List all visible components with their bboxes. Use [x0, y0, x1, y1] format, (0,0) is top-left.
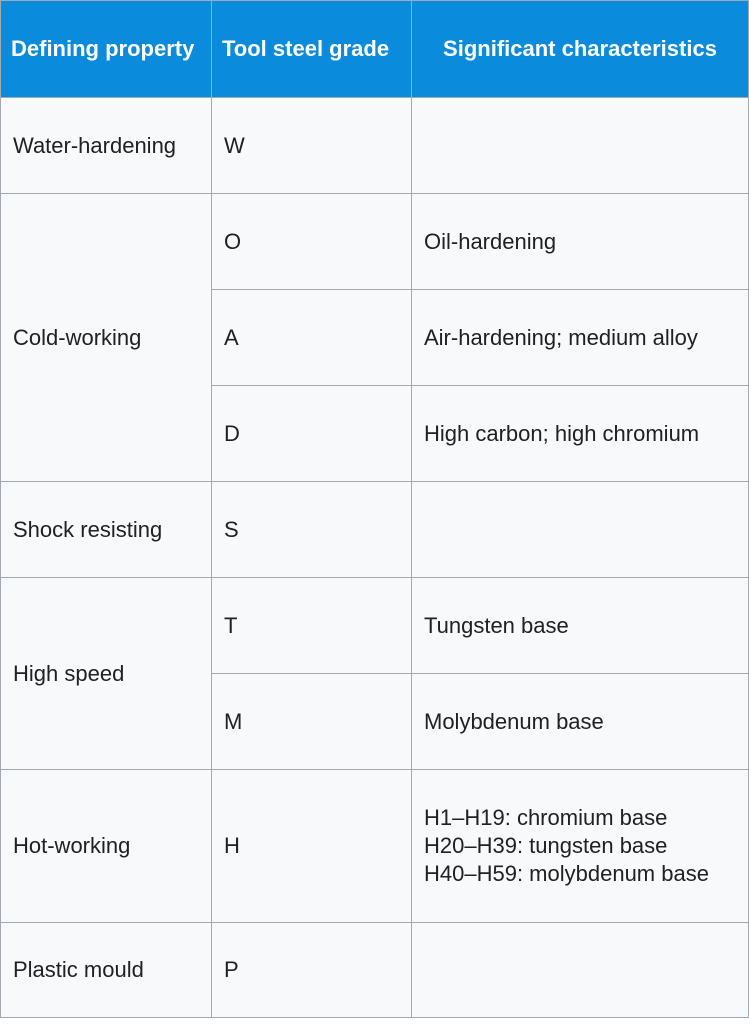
characteristics-line: H20–H39: tungsten base: [424, 833, 668, 858]
property-cell: Hot-working: [1, 770, 212, 923]
characteristics-cell: Oil-hardening: [412, 194, 749, 290]
grade-cell: H: [212, 770, 412, 923]
table-row: [1, 578, 749, 674]
characteristics-cell: Air-hardening; medium alloy: [412, 290, 749, 386]
characteristics-cell: Tungsten base: [412, 578, 749, 674]
property-cell: Plastic mould: [1, 923, 212, 1018]
characteristics-line: H1–H19: chromium base: [424, 805, 668, 830]
characteristics-cell: [412, 482, 749, 578]
table-row: [1, 923, 749, 1018]
characteristics-cell: [412, 770, 749, 923]
property-cell: Shock resisting: [1, 482, 212, 578]
header-tool-steel-grade: Tool steel grade: [212, 1, 412, 98]
grade-cell: T: [212, 578, 412, 674]
header-significant-characteristics: Significant characteristics: [412, 1, 749, 98]
characteristics-cell: Molybdenum base: [412, 674, 749, 770]
property-cell: Water-hardening: [1, 98, 212, 194]
grade-cell: O: [212, 194, 412, 290]
grade-cell: M: [212, 674, 412, 770]
characteristics-cell: High carbon; high chromium: [412, 386, 749, 482]
grade-cell: W: [212, 98, 412, 194]
grade-cell: A: [212, 290, 412, 386]
property-cell: High speed: [1, 578, 212, 770]
characteristics-cell: [412, 923, 749, 1018]
characteristics-cell: [412, 98, 749, 194]
table-row: [1, 482, 749, 578]
table-row: [1, 194, 749, 290]
header-row: [1, 1, 749, 98]
characteristics-line: H40–H59: molybdenum base: [424, 861, 709, 886]
grade-cell: S: [212, 482, 412, 578]
grade-cell: P: [212, 923, 412, 1018]
grade-cell: D: [212, 386, 412, 482]
header-defining-property: Defining property: [1, 1, 212, 98]
table-row: [1, 98, 749, 194]
property-cell: Cold-working: [1, 194, 212, 482]
table-row: [1, 770, 749, 923]
